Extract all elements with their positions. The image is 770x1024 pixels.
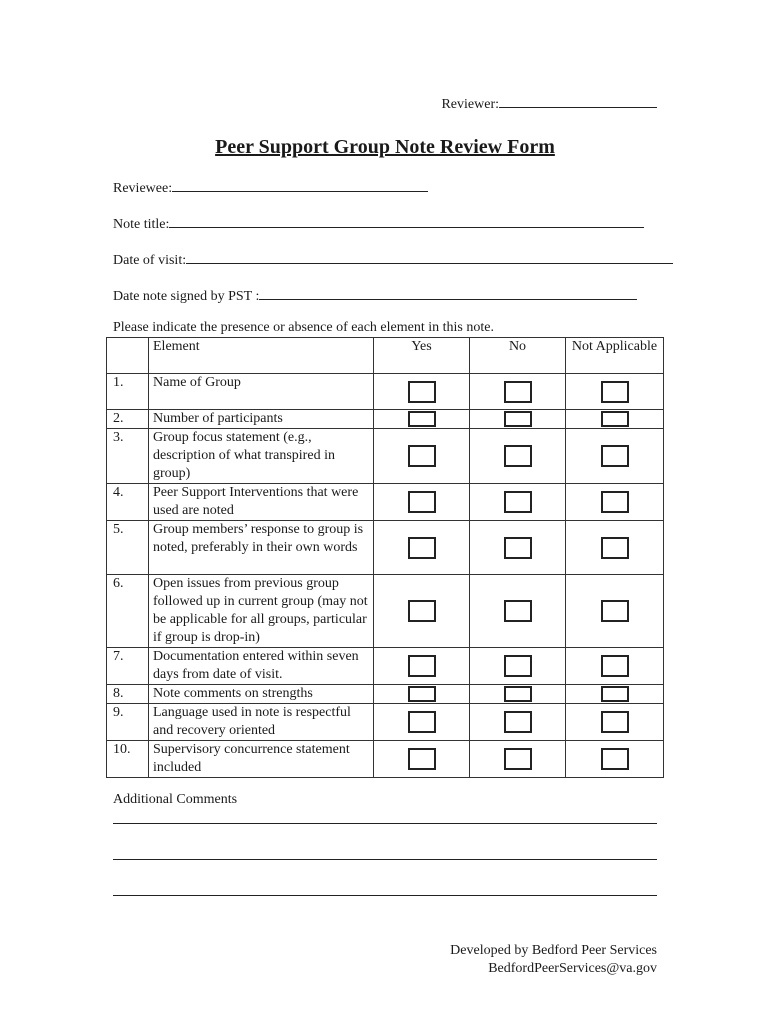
reviewer-label: Reviewer: [441, 97, 499, 112]
footer-credit: Developed by Bedford Peer Services [450, 943, 657, 958]
yes-checkbox[interactable] [408, 686, 436, 702]
row-element: Name of Group [149, 374, 374, 410]
no-checkbox[interactable] [504, 686, 532, 702]
yes-checkbox[interactable] [408, 711, 436, 733]
footer-email: BedfordPeerServices@va.gov [488, 961, 657, 976]
instructions: Please indicate the presence or absence of each element in this note. [113, 320, 494, 335]
date-of-visit-field [113, 249, 673, 269]
comment-line-3[interactable] [113, 895, 657, 896]
comment-line-2[interactable] [113, 859, 657, 860]
yes-checkbox[interactable] [408, 411, 436, 427]
row-element: Group focus statement (e.g., description of what transpired in group) [149, 429, 374, 484]
header-no: No [470, 338, 566, 374]
date-signed-line[interactable] [259, 285, 637, 300]
table-row [107, 741, 664, 778]
header-element: Element [149, 338, 374, 374]
date-of-visit-line[interactable] [186, 249, 673, 264]
row-number: 3. [107, 429, 149, 484]
row-number: 1. [107, 374, 149, 410]
yes-checkbox[interactable] [408, 537, 436, 559]
yes-checkbox[interactable] [408, 748, 436, 770]
page-title [0, 136, 770, 159]
yes-checkbox[interactable] [408, 445, 436, 467]
row-element: Note comments on strengths [149, 685, 374, 704]
row-number: 4. [107, 484, 149, 521]
row-number: 2. [107, 410, 149, 429]
row-element: Documentation entered within seven days from date of visit. [149, 648, 374, 685]
row-number: 7. [107, 648, 149, 685]
table-row [107, 648, 664, 685]
table-row [107, 374, 664, 410]
yes-checkbox[interactable] [408, 381, 436, 403]
not-applicable-checkbox[interactable] [601, 445, 629, 467]
date-signed-label: Date note signed by PST : [113, 289, 260, 304]
row-element: Language used in note is respectful and recovery oriented [149, 704, 374, 741]
header-yes: Yes [374, 338, 470, 374]
not-applicable-checkbox[interactable] [601, 655, 629, 677]
reviewee-line[interactable] [172, 177, 428, 192]
header-not-applicable: Not Applicable [566, 338, 664, 374]
elements-table [106, 337, 664, 778]
not-applicable-checkbox[interactable] [601, 748, 629, 770]
not-applicable-checkbox[interactable] [601, 686, 629, 702]
header-num [107, 338, 149, 374]
date-signed-field [113, 285, 637, 305]
row-number: 8. [107, 685, 149, 704]
no-checkbox[interactable] [504, 445, 532, 467]
reviewer-line[interactable] [499, 93, 657, 108]
note-title-label: Note title: [113, 217, 170, 232]
row-number: 6. [107, 575, 149, 648]
reviewee-label: Reviewee: [113, 181, 173, 196]
table-row [107, 575, 664, 648]
no-checkbox[interactable] [504, 411, 532, 427]
note-title-line[interactable] [169, 213, 644, 228]
note-title-field [113, 213, 644, 233]
reviewer-field [441, 93, 657, 113]
date-of-visit-label: Date of visit: [113, 253, 187, 268]
not-applicable-checkbox[interactable] [601, 537, 629, 559]
row-element: Number of participants [149, 410, 374, 429]
yes-checkbox[interactable] [408, 491, 436, 513]
row-element: Group members’ response to group is noted, preferably in their own words [149, 521, 374, 575]
table-row [107, 685, 664, 704]
not-applicable-checkbox[interactable] [601, 381, 629, 403]
row-number: 5. [107, 521, 149, 575]
no-checkbox[interactable] [504, 711, 532, 733]
table-row [107, 521, 664, 575]
no-checkbox[interactable] [504, 748, 532, 770]
table-row [107, 429, 664, 484]
row-number: 9. [107, 704, 149, 741]
reviewee-field [113, 177, 428, 197]
row-element: Open issues from previous group followed up in current group (may not be applicable for all groups, particular if group is drop-in) [149, 575, 374, 648]
row-number: 10. [107, 741, 149, 778]
table-row [107, 410, 664, 429]
not-applicable-checkbox[interactable] [601, 411, 629, 427]
table-header-row [107, 338, 664, 374]
not-applicable-checkbox[interactable] [601, 491, 629, 513]
not-applicable-checkbox[interactable] [601, 711, 629, 733]
no-checkbox[interactable] [504, 600, 532, 622]
table-row [107, 704, 664, 741]
comment-line-1[interactable] [113, 823, 657, 824]
no-checkbox[interactable] [504, 655, 532, 677]
yes-checkbox[interactable] [408, 600, 436, 622]
no-checkbox[interactable] [504, 537, 532, 559]
yes-checkbox[interactable] [408, 655, 436, 677]
table-row [107, 484, 664, 521]
page-title-text: Peer Support Group Note Review Form [215, 136, 555, 158]
row-element: Peer Support Interventions that were used are noted [149, 484, 374, 521]
no-checkbox[interactable] [504, 491, 532, 513]
not-applicable-checkbox[interactable] [601, 600, 629, 622]
additional-comments-label: Additional Comments [113, 792, 238, 807]
no-checkbox[interactable] [504, 381, 532, 403]
row-element: Supervisory concurrence statement included [149, 741, 374, 778]
footer [450, 942, 657, 978]
